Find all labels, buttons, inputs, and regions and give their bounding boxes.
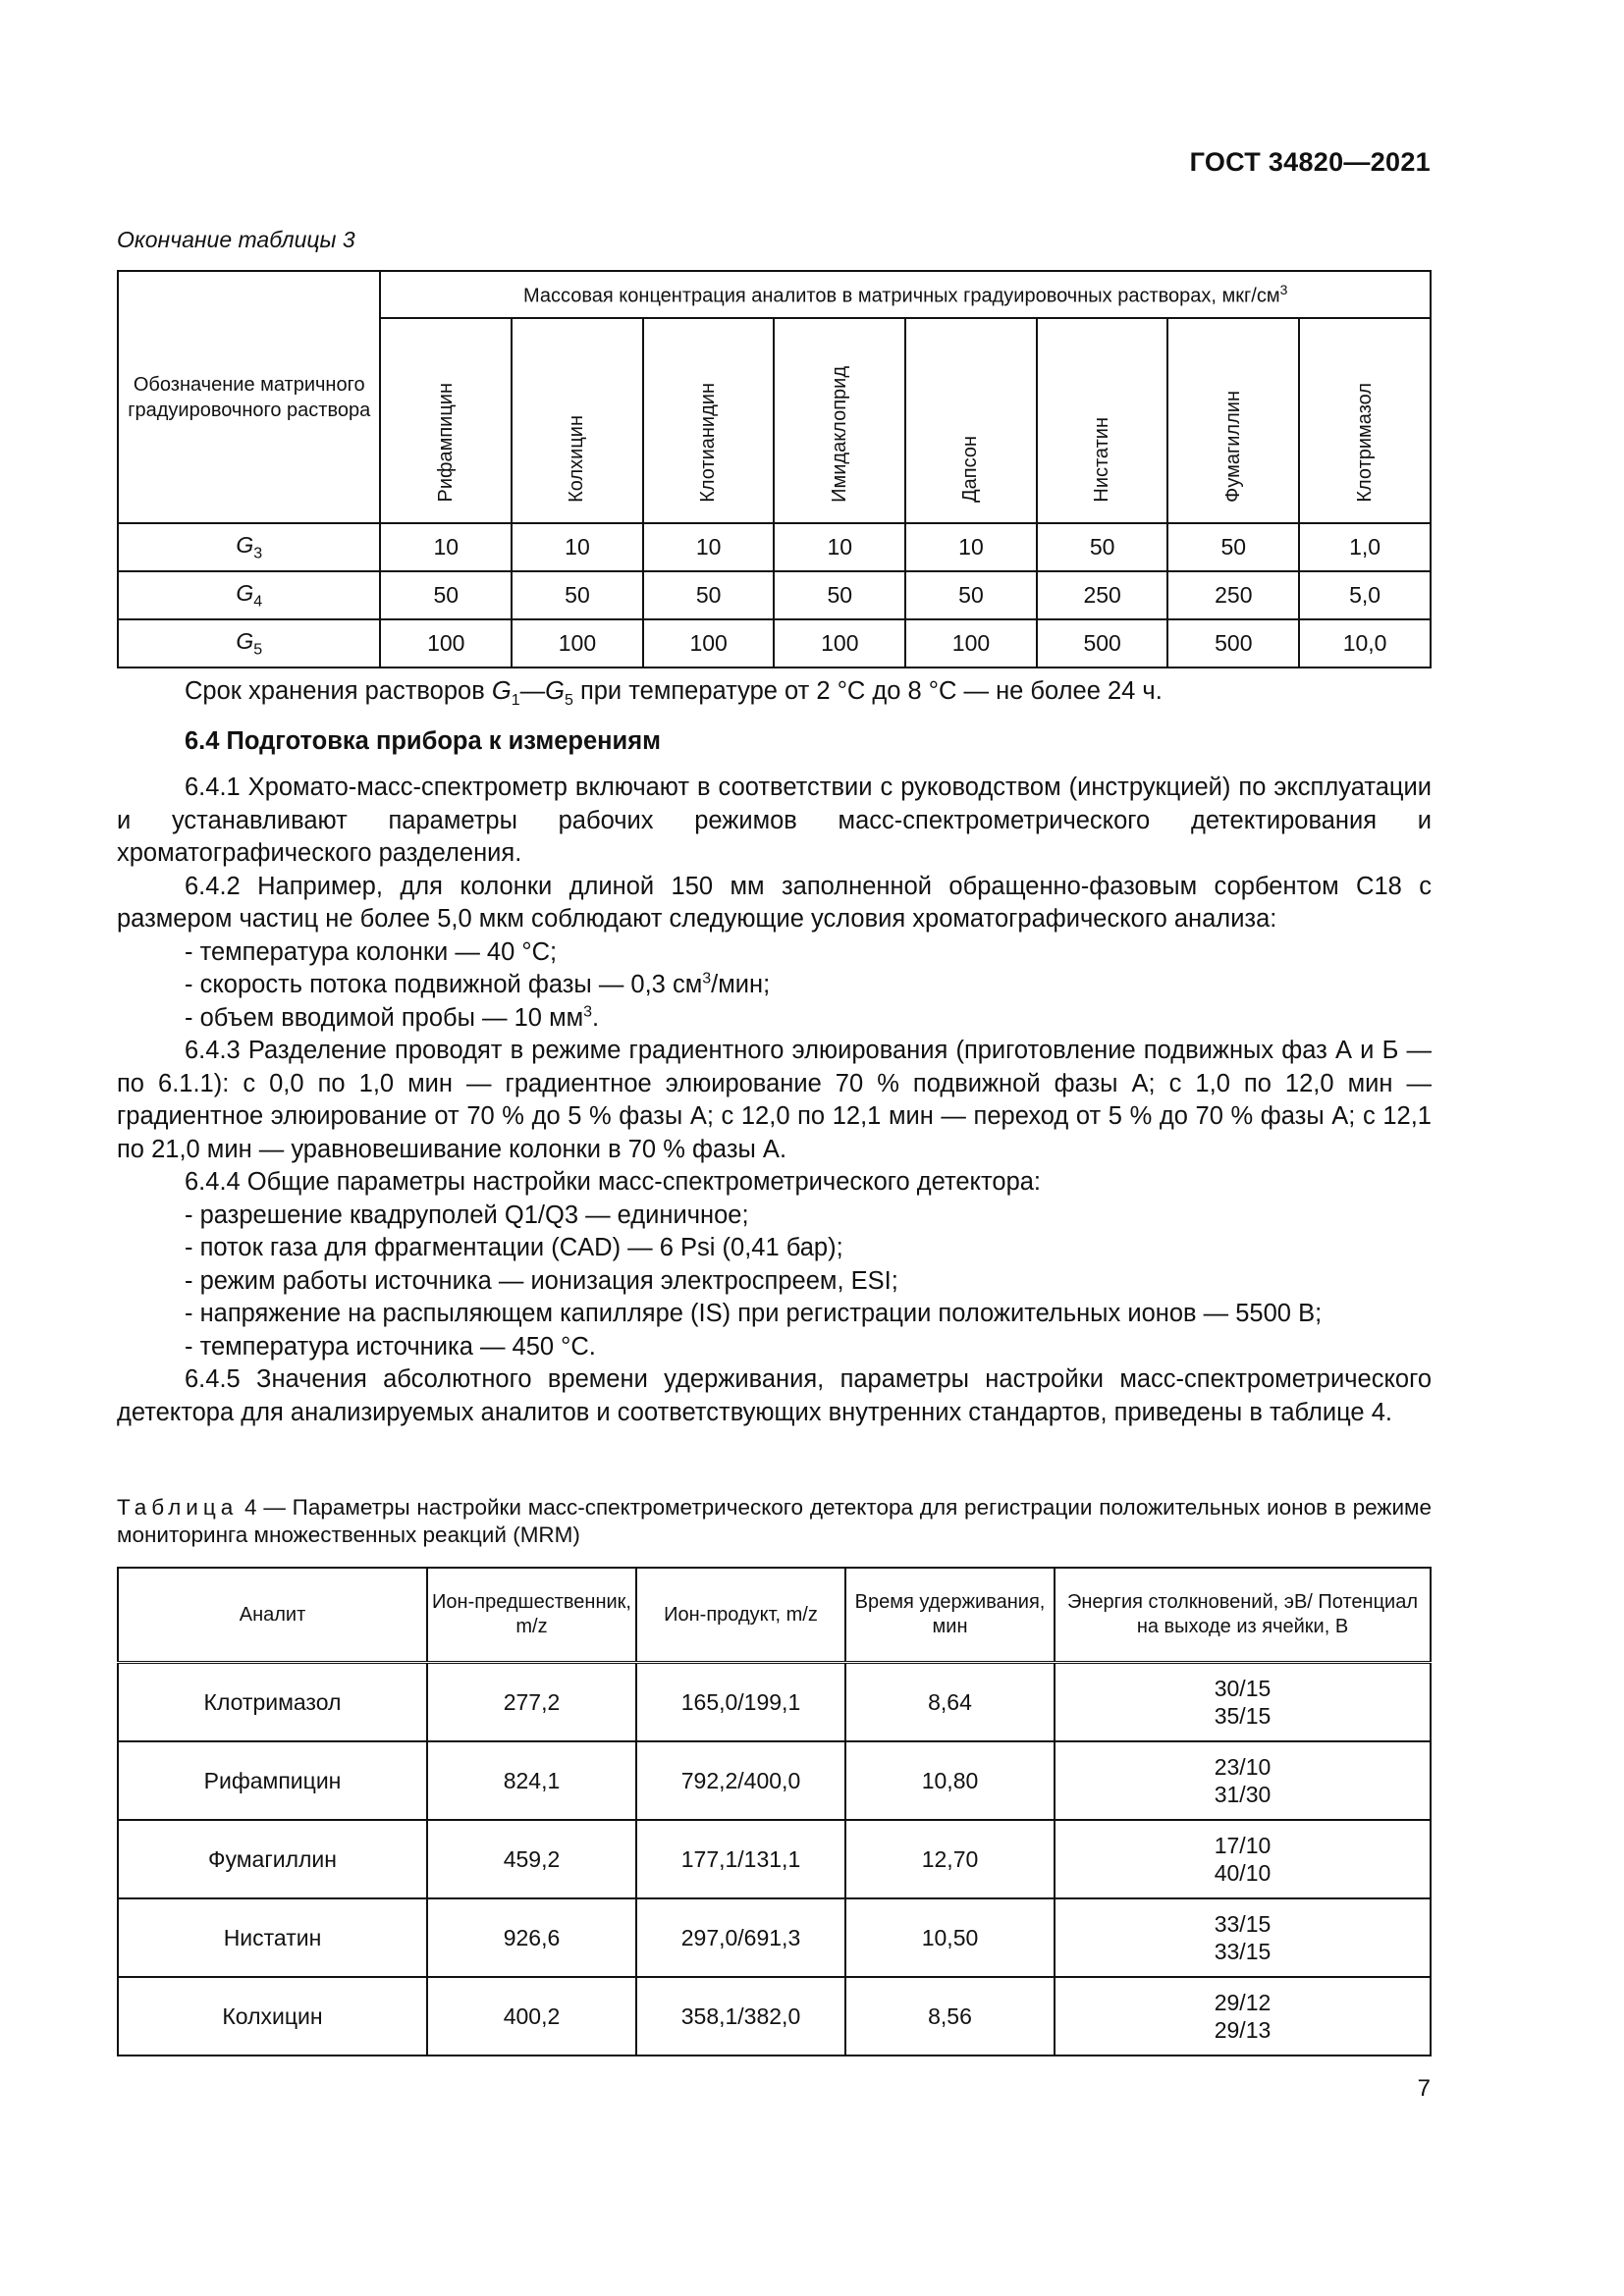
table4-col-header: Энергия столкновений, эВ/ Потенциал на выходе из ячейки, В (1055, 1568, 1431, 1663)
table3-col-header: Рифампицин (380, 318, 512, 523)
table3-cell: 50 (643, 571, 775, 619)
table4-precursor: 926,6 (427, 1898, 636, 1977)
list-item: - режим работы источника — ионизация электроспреем, ESI; (185, 1266, 898, 1295)
table3-cell: 50 (1037, 523, 1168, 571)
storage-note: Срок хранения растворов $G_1—G_5$ при температуре от 2 °С до 8 °С — не более 24 ч. (185, 677, 1163, 710)
table4-energy: 23/10 31/30 (1055, 1741, 1431, 1820)
table3-cell: 500 (1037, 619, 1168, 667)
table4-col-header: Ион-продукт, m/z (636, 1568, 845, 1663)
table4-precursor: 400,2 (427, 1977, 636, 2056)
table3-cell: 100 (643, 619, 775, 667)
paragraph-6-4-1: 6.4.1 Хромато-масс-спектрометр включают в соответствии с руководством (инструкцией) по эксплуатации и устанавливают параметры рабочих режимов масс-спектрометрического детектирования и хроматографического разделения. (117, 774, 1432, 867)
table4-col-header: Аналит (118, 1568, 427, 1663)
table3-cell: 50 (905, 571, 1037, 619)
table3-caption: Окончание таблицы 3 (117, 227, 355, 252)
table3-col-header: Клотримазол (1299, 318, 1431, 523)
table3-cell: 50 (512, 571, 643, 619)
table3-row-header: Обозначение матричного градуировочного раствора (118, 271, 380, 523)
table3-cell: 50 (380, 571, 512, 619)
list-item: - скорость потока подвижной фазы — 0,3 $см^3$/мин; (185, 970, 771, 998)
table4-analyte: Клотримазол (118, 1663, 427, 1742)
table3-solution-name: $G_4$ (118, 571, 380, 619)
table3-cell: 10 (380, 523, 512, 571)
page-number: 7 (1417, 2075, 1431, 2102)
table4-col-header: Ион-предшественник, m/z (427, 1568, 636, 1663)
table4-precursor: 459,2 (427, 1820, 636, 1898)
table3-col-header: Фумагиллин (1167, 318, 1299, 523)
table-row (118, 619, 1431, 667)
table3-col-header: Колхицин (512, 318, 643, 523)
table4-retention-time: 10,80 (845, 1741, 1055, 1820)
table3-cell: 10 (643, 523, 775, 571)
table3-cell: 10 (774, 523, 905, 571)
paragraph-6-4-5: 6.4.5 Значения абсолютного времени удерживания, параметры настройки масс-спектрометрического детектора для анализируемых аналитов и соответствующих внутренних стандартов, приведены в таблице 4. (117, 1365, 1432, 1426)
table3-cell: 10 (905, 523, 1037, 571)
table4-precursor: 277,2 (427, 1663, 636, 1742)
table4 (117, 1567, 1432, 2056)
section-title: 6.4 Подготовка прибора к измерениям (185, 726, 661, 755)
table3-cell: 250 (1037, 571, 1168, 619)
table-row (118, 571, 1431, 619)
table3-solution-name: $G_3$ (118, 523, 380, 571)
paragraph-6-4-2: 6.4.2 Например, для колонки длиной 150 мм заполненной обращенно-фазовым сорбентом С18 с размером частиц не более 5,0 мкм соблюдают следующие условия хроматографического анализа: (117, 872, 1432, 933)
paragraph-6-4-4: 6.4.4 Общие параметры настройки масс-спектрометрического детектора: (185, 1168, 1042, 1196)
table3-cell: 50 (774, 571, 905, 619)
paragraph-6-4-3: 6.4.3 Разделение проводят в режиме градиентного элюирования (приготовление подвижных фаз А и Б — по 6.1.1): с 0,0 по 1,0 мин — градиентное элюирование 70 % подвижной фазы А; с 1,0 по 12,0 мин — градиентное элюирование от 70 % до 5 % фазы А; с 12,0 по 12,1 мин — переход от 5 % до 70 % фазы А; с 12,1 по 21,0 мин — уравновешивание колонки в 70 % фазы А. (117, 1037, 1432, 1163)
table3-solution-name: $G_5$ (118, 619, 380, 667)
list-item: - температура колонки — 40 °С; (185, 937, 558, 966)
table4-precursor: 824,1 (427, 1741, 636, 1820)
table4-energy: 33/15 33/15 (1055, 1898, 1431, 1977)
table3-cell: 50 (1167, 523, 1299, 571)
table4-analyte: Колхицин (118, 1977, 427, 2056)
table4-product: 297,0/691,3 (636, 1898, 845, 1977)
table4-retention-time: 8,64 (845, 1663, 1055, 1742)
table4-col-header: Время удерживания, мин (845, 1568, 1055, 1663)
table4-analyte: Нистатин (118, 1898, 427, 1977)
table3-col-header: Имидаклоприд (774, 318, 905, 523)
table3-col-header: Клотианидин (643, 318, 775, 523)
table3-cell: 1,0 (1299, 523, 1431, 571)
table3-cell: 250 (1167, 571, 1299, 619)
table-row (118, 1663, 1431, 1742)
table4-retention-time: 8,56 (845, 1977, 1055, 2056)
table3-cell: 10 (512, 523, 643, 571)
table3-col-header: Дапсон (905, 318, 1037, 523)
table-row (118, 1898, 1431, 1977)
table4-energy: 29/12 29/13 (1055, 1977, 1431, 2056)
list-item: - разрешение квадруполей Q1/Q3 — единичное; (185, 1201, 749, 1229)
table4-product: 177,1/131,1 (636, 1820, 845, 1898)
table4-product: 358,1/382,0 (636, 1977, 845, 2056)
list-item: - поток газа для фрагментации (CAD) — 6 Psi (0,41 бар); (185, 1234, 843, 1261)
table3-cell: 500 (1167, 619, 1299, 667)
table4-analyte: Рифампицин (118, 1741, 427, 1820)
table-row (118, 1741, 1431, 1820)
table3-cell: 100 (905, 619, 1037, 667)
table3-cell: 5,0 (1299, 571, 1431, 619)
list-item: - объем вводимой пробы — 10 $мм^3$. (185, 1003, 600, 1032)
table3 (117, 270, 1432, 668)
table4-analyte: Фумагиллин (118, 1820, 427, 1898)
table4-product: 792,2/400,0 (636, 1741, 845, 1820)
list-item: - температура источника — 450 °С. (185, 1332, 596, 1361)
table4-energy: 30/15 35/15 (1055, 1663, 1431, 1742)
list-item: - напряжение на распыляющем капилляре (IS) при регистрации положительных ионов — 5500 В; (185, 1300, 1323, 1327)
table4-energy: 17/10 40/10 (1055, 1820, 1431, 1898)
table3-col-header: Нистатин (1037, 318, 1168, 523)
table-row (118, 523, 1431, 571)
table4-header-row (118, 1568, 1431, 1663)
table-row (118, 1820, 1431, 1898)
table-row (118, 1977, 1431, 2056)
table3-cell: 100 (380, 619, 512, 667)
body-text (117, 675, 1432, 1429)
table4-caption: Таблица 4 — Параметры настройки масс-спектрометрического детектора для регистрации положительных ионов в режиме мониторинга множественных реакций (MRM) (117, 1495, 1432, 1547)
table3-cell: 10,0 (1299, 619, 1431, 667)
table3-cell: 100 (774, 619, 905, 667)
document-code: ГОСТ 34820—2021 (1189, 147, 1431, 177)
table4-product: 165,0/199,1 (636, 1663, 845, 1742)
table4-retention-time: 10,50 (845, 1898, 1055, 1977)
table3-cell: 100 (512, 619, 643, 667)
table3-super-header: Массовая концентрация аналитов в матричных градуировочных растворах, мкг/$см^3$ (380, 271, 1431, 318)
table4-retention-time: 12,70 (845, 1820, 1055, 1898)
